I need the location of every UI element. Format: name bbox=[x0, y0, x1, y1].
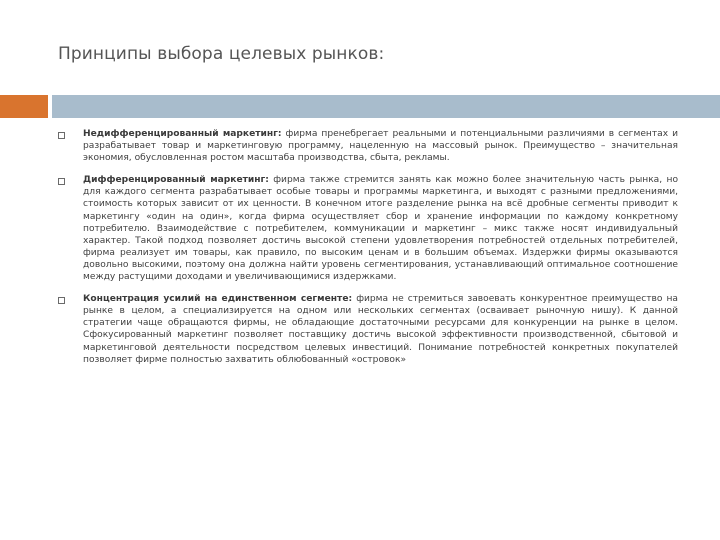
list-item-text bbox=[83, 128, 678, 164]
list-item-text bbox=[83, 174, 678, 283]
term-description: фирма пренебрегает реальными и потенциальными различиями в сегментах и разрабатывает товар и маркетинговую программу, нацеленную на массовый рынок. Преимущество – значительная экономия, обусловленная ростом масштаба производства, сбыта, рекламы. bbox=[83, 129, 678, 164]
list-item-concentrated bbox=[58, 293, 678, 366]
term-label: Дифференцированный маркетинг: bbox=[83, 175, 269, 186]
square-bullet-icon bbox=[58, 297, 65, 304]
list-item-undifferentiated bbox=[58, 128, 678, 164]
bullet-list bbox=[58, 128, 678, 376]
square-bullet-icon bbox=[58, 178, 65, 185]
list-item-text bbox=[83, 293, 678, 366]
slide-title: Принципы выбора целевых рынков: bbox=[58, 44, 385, 64]
term-label: Недифференцированный маркетинг: bbox=[83, 129, 282, 139]
term-description: фирма не стремиться завоевать конкурентное преимущество на рынке в целом, а специализируется на одном или нескольких сегментах (осваивает рыночную нишу). К данной стратегии чаще обращаются фирмы, не обладающие достаточными ресурсами для конкуренции на рынке в целом. Сфокусированный маркетинг позволяет поставщику достичь высокой эффективности производственной, сбытовой и маркетинговой деятельности посредством целевых инвестиций. Понимание потребностей конкретных покупателей позволяет фирме полностью захватить облюбованный «островок» bbox=[83, 294, 678, 365]
term-label: Концентрация усилий на единственном сегменте: bbox=[83, 294, 353, 305]
title-accent-bar bbox=[0, 95, 48, 118]
square-bullet-icon bbox=[58, 132, 65, 139]
title-divider-bar bbox=[52, 95, 720, 118]
list-item-differentiated bbox=[58, 174, 678, 283]
term-description: фирма также стремится занять как можно более значительную часть рынка, но для каждого сегмента разрабатывает особые товары и программы маркетинга, и выходят с разными предложениями, стоимость которых зависит от их ценности. В конечном итоге разделение рынка на всё дробные сегменты приводит к маркетингу «один на один», когда фирма осуществляет сбор и хранение информации по каждому конкретному потребителю. Взаимодействие с потребителем, коммуникации и маркетинг – микс также носят индивидуальный характер. Такой подход позволяет достичь высокой степени удовлетворения потребностей отдельных потребителей, фирма реализует им товары, как правило, по высоким ценам и в большим объемах. Издержки фирмы оказываются довольно высокими, поэтому она должна найти уровень сегментирования, устанавливающий оптимальное соотношение между растущими доходами и увеличивающимися издержками. bbox=[83, 175, 679, 283]
